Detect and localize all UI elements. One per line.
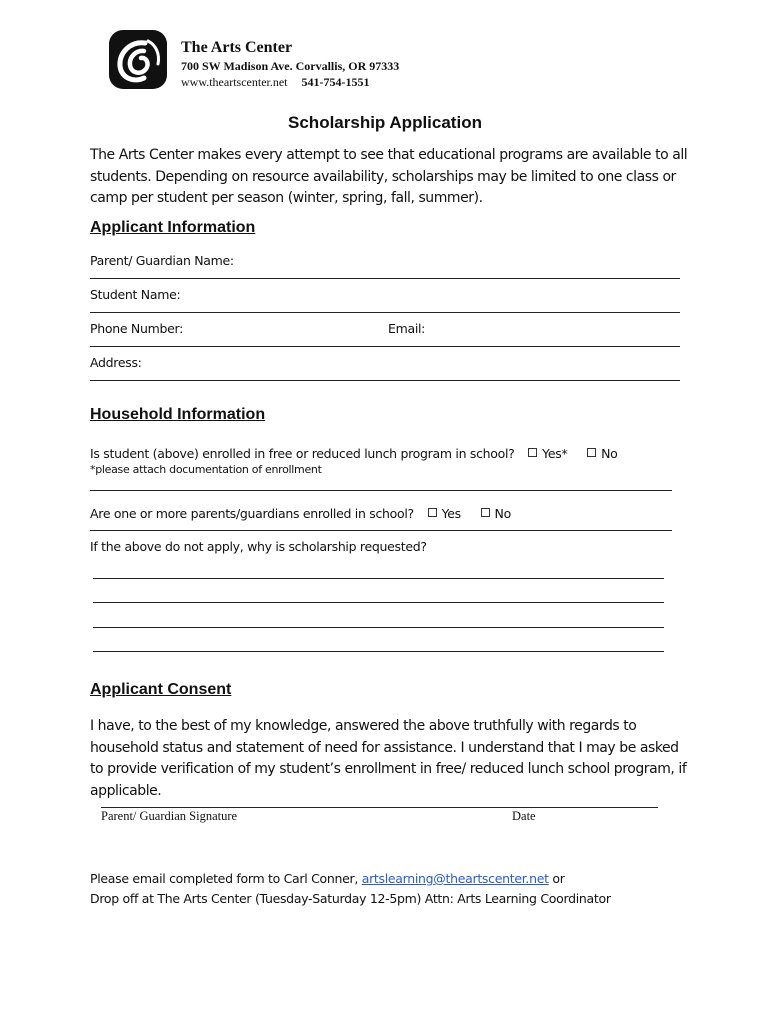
lunch-yes-label: Yes* (542, 446, 568, 461)
phone-email-row (90, 321, 680, 347)
parent-school-no-label: No (494, 506, 511, 521)
student-name-label: Student Name: (90, 287, 181, 302)
reason-answer-line[interactable] (93, 578, 664, 579)
phone-label[interactable]: Phone Number: (90, 321, 183, 336)
address-label: Address: (90, 355, 142, 370)
student-name-field[interactable] (90, 287, 680, 313)
parent-school-no-option[interactable] (481, 506, 511, 521)
parent-school-yes-label: Yes (441, 506, 461, 521)
submission-instructions (90, 869, 611, 909)
checkbox-icon[interactable] (428, 508, 437, 517)
applicant-heading: Applicant Information (90, 219, 256, 236)
email-link[interactable]: artslearning@theartscenter.net (361, 871, 549, 886)
intro-paragraph: The Arts Center makes every attempt to see that educational programs are available to all students. Depending on resource availability, scholarships may be limited to one class or camp per student per season (winter, spring, fall, summer). (90, 147, 688, 206)
org-phone: 541-754-1551 (301, 75, 370, 89)
parent-name-label: Parent/ Guardian Name: (90, 253, 234, 268)
arts-center-logo-icon (108, 29, 168, 90)
reason-answer-line[interactable] (93, 651, 664, 652)
reason-question-text: If the above do not apply, why is scholarship requested? (90, 539, 427, 554)
email-label[interactable]: Email: (388, 321, 426, 336)
lunch-no-option[interactable] (587, 446, 617, 461)
footer-prefix: Please email completed form to Carl Conner, (90, 871, 359, 886)
signature-line[interactable] (101, 807, 658, 808)
reason-answer-line[interactable] (93, 602, 664, 603)
letterhead (181, 38, 399, 90)
consent-paragraph: I have, to the best of my knowledge, answered the above truthfully with regards to household status and statement of need for assistance. I understand that I may be asked to provide verification of my student’s enrollment in free/ reduced lunch school program, if applicable. (90, 718, 687, 799)
org-contact (181, 74, 399, 90)
parent-school-question-text: Are one or more parents/guardians enrolled in school? (90, 506, 414, 521)
date-label: Date (512, 809, 536, 823)
reason-question (90, 539, 672, 559)
footer-line-1 (90, 869, 611, 889)
reason-answer-line[interactable] (93, 627, 664, 628)
signature-label: Parent/ Guardian Signature (101, 809, 238, 823)
documentation-note: *please attach documentation of enrollment (90, 463, 322, 476)
address-field[interactable] (90, 355, 680, 381)
lunch-yes-option[interactable] (528, 446, 567, 461)
parent-name-field[interactable] (90, 253, 680, 279)
household-heading: Household Information (90, 406, 266, 423)
footer-suffix: or (552, 871, 565, 886)
footer-line-2: Drop off at The Arts Center (Tuesday-Saturday 12-5pm) Attn: Arts Learning Coordinator (90, 891, 611, 906)
org-name: The Arts Center (181, 39, 293, 56)
org-website: www.theartscenter.net (181, 75, 288, 89)
lunch-question-text: Is student (above) enrolled in free or reduced lunch program in school? (90, 446, 515, 461)
org-address: 700 SW Madison Ave. Corvallis, OR 97333 (181, 59, 400, 73)
checkbox-icon[interactable] (587, 448, 596, 457)
lunch-program-question (90, 446, 672, 491)
lunch-no-label: No (601, 446, 618, 461)
parent-school-yes-option[interactable] (428, 506, 461, 521)
consent-heading: Applicant Consent (90, 681, 232, 698)
checkbox-icon[interactable] (528, 448, 537, 457)
page-title: Scholarship Application (288, 113, 482, 132)
checkbox-icon[interactable] (481, 508, 490, 517)
parent-school-question (90, 506, 672, 531)
